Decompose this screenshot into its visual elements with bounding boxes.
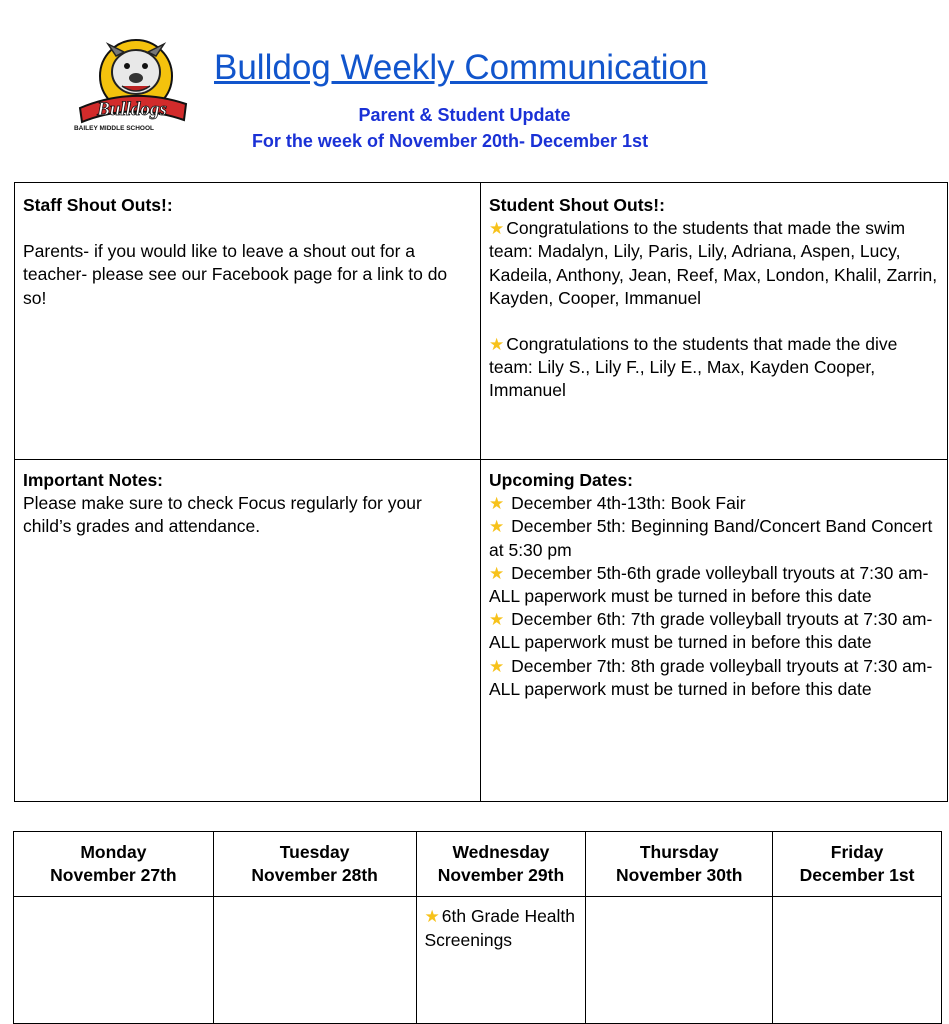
list-item: ★ December 5th: Beginning Band/Concert Band Concert at 5:30 pm [489, 516, 933, 560]
students-heading: Student Shout Outs!: [489, 195, 665, 215]
info-grid [14, 182, 948, 802]
day-cell-monday [14, 897, 214, 1024]
star-icon: ★ [489, 656, 505, 676]
student-shout-outs [489, 194, 945, 403]
staff-shout-outs [23, 194, 468, 310]
dates-heading: Upcoming Dates: [489, 470, 633, 490]
important-notes [23, 469, 468, 539]
page-title[interactable]: Bulldog Weekly Communication [214, 48, 708, 87]
star-icon: ★ [489, 335, 505, 355]
star-icon: ★ [424, 907, 440, 926]
day-cell-friday [773, 897, 942, 1024]
star-icon: ★ [489, 494, 505, 514]
list-item: ★ December 5th-6th grade volleyball tryouts at 7:30 am- ALL paperwork must be turned in before this date [489, 562, 929, 607]
star-icon: ★ [489, 610, 505, 630]
day-cell-thursday [586, 897, 773, 1024]
star-icon: ★ [489, 563, 505, 583]
star-icon: ★ [489, 517, 505, 537]
list-item: ★ Congratulations to the students that made the dive team: Lily S., Lily F., Lily E., Max, Kayden Cooper, Immanuel [489, 334, 898, 401]
staff-heading: Staff Shout Outs!: [23, 195, 173, 215]
day-header-friday: Friday December 1st [773, 832, 942, 897]
staff-body: Parents- if you would like to leave a shout out for a teacher- please see our Facebook page for a link to do so! [23, 241, 448, 308]
logo-text: Bulldogs [97, 99, 167, 120]
day-cell-tuesday [213, 897, 416, 1024]
notes-heading: Important Notes: [23, 470, 163, 490]
page-subtitle: Parent & Student Update [358, 105, 571, 125]
list-item: ★ Congratulations to the students that made the swim team: Madalyn, Lily, Paris, Lily, Adriana, Aspen, Lucy, Kadeila, Anthony, Jean, Reef, Max, London, Khalil, Zarrin, Kayden, Cooper, Immanuel [489, 218, 938, 308]
day-header-thursday: Thursday November 30th [586, 832, 773, 897]
list-item: ★ December 4th-13th: Book Fair [489, 493, 746, 514]
table-row [14, 897, 942, 1024]
grid-divider-horizontal [15, 459, 947, 460]
grid-divider-vertical [480, 183, 481, 801]
day-header-monday: Monday November 27th [14, 832, 214, 897]
table-header-row [14, 832, 942, 897]
day-cell-wednesday: ★ 6th Grade Health Screenings [416, 897, 586, 1024]
list-item: ★ December 7th: 8th grade volleyball tryouts at 7:30 am- ALL paperwork must be turned in before this date [489, 655, 933, 699]
list-item: ★ December 6th: 7th grade volleyball tryouts at 7:30 am- ALL paperwork must be turned in before this date [489, 609, 933, 653]
day-header-tuesday: Tuesday November 28th [213, 832, 416, 897]
week-calendar-table [13, 831, 942, 1024]
week-range: For the week of November 20th- December 1st [251, 131, 649, 151]
upcoming-dates [489, 469, 945, 701]
day-header-wednesday: Wednesday November 29th [416, 832, 586, 897]
logo-school-name: BAILEY MIDDLE SCHOOL [73, 125, 155, 132]
notes-body: Please make sure to check Focus regularly for your child’s grades and attendance. [23, 493, 422, 537]
star-icon: ★ [489, 219, 505, 239]
